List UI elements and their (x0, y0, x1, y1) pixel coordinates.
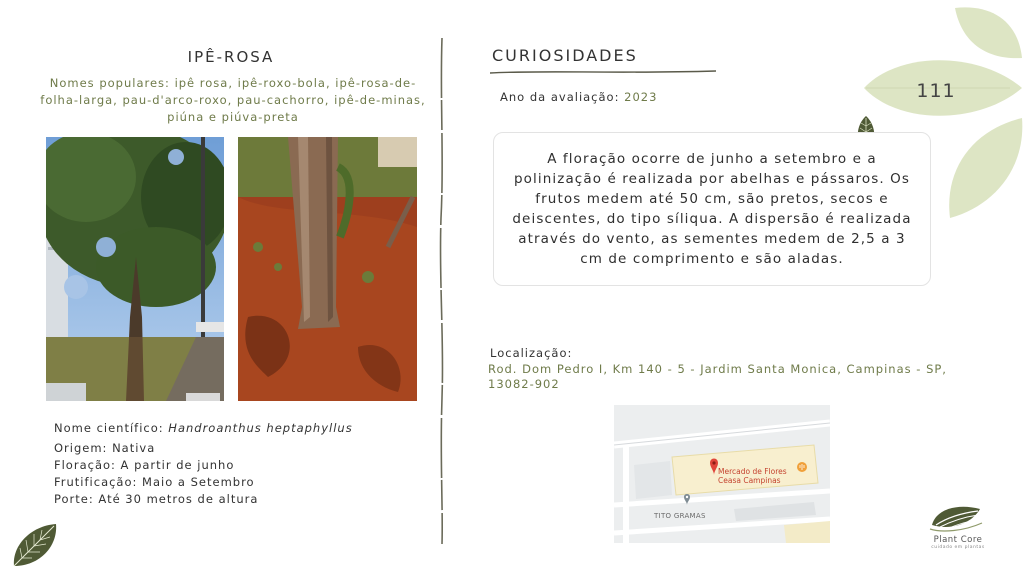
evaluation-year (500, 90, 657, 104)
species-info-list (54, 420, 353, 508)
map-place-line2: Ceasa Campinas (718, 476, 781, 485)
scientific-name-row (54, 420, 353, 437)
popular-names: Nomes populares: ipê rosa, ipê-roxo-bola, ipê-rosa-de-folha-larga, pau-d'arco-roxo, pau-cachorro, ipê-de-minas, piúna e piúva-preta (40, 76, 426, 124)
page-number: 111 (916, 80, 956, 102)
origin-row: Origem: Nativa (54, 441, 156, 455)
map-secondary-label: TITO GRAMAS (654, 512, 706, 520)
location-label: Localização: (490, 346, 573, 360)
title-underline (490, 68, 716, 76)
corner-leaf-icon (10, 522, 60, 570)
column-divider (436, 38, 448, 544)
brand-tagline: cuidado em plantas (931, 545, 985, 550)
curiosities-text: A floração ocorre de junho a setembro e a polinização é realizada por abelhas e pássaros. Os frutos medem até 50 cm, são pretos, secos e deiscentes, do tipo síliqua. A dispersão é realizada através do vento, as sementes medem de 2,5 a 3 cm de comprimento e são aladas. (493, 132, 931, 286)
evaluation-year-label: Ano da avaliação: (500, 90, 625, 104)
location-address[interactable]: Rod. Dom Pedro I, Km 140 - 5 - Jardim Santa Monica, Campinas - SP, 13082-902 (488, 362, 947, 391)
evaluation-year-value: 2023 (624, 90, 658, 104)
brand-name: Plant Core (933, 535, 983, 545)
tree-trunk-photo (238, 137, 417, 401)
scientific-name-label: Nome científico: (54, 421, 169, 435)
fruiting-row: Frutificação: Maio a Setembro (54, 475, 255, 489)
tree-photo-street (46, 137, 224, 401)
plant-core-logo-icon (928, 503, 984, 533)
flowering-row: Floração: A partir de junho (54, 458, 235, 472)
species-title: IPÊ-ROSA (187, 48, 275, 66)
map-place-line1: Mercado de Flores (718, 467, 787, 476)
curiosities-title: CURIOSIDADES (492, 46, 638, 65)
map-place-label (718, 467, 787, 485)
size-row: Porte: Até 30 metros de altura (54, 492, 259, 506)
scientific-name-value: Handroanthus heptaphyllus (168, 421, 353, 435)
